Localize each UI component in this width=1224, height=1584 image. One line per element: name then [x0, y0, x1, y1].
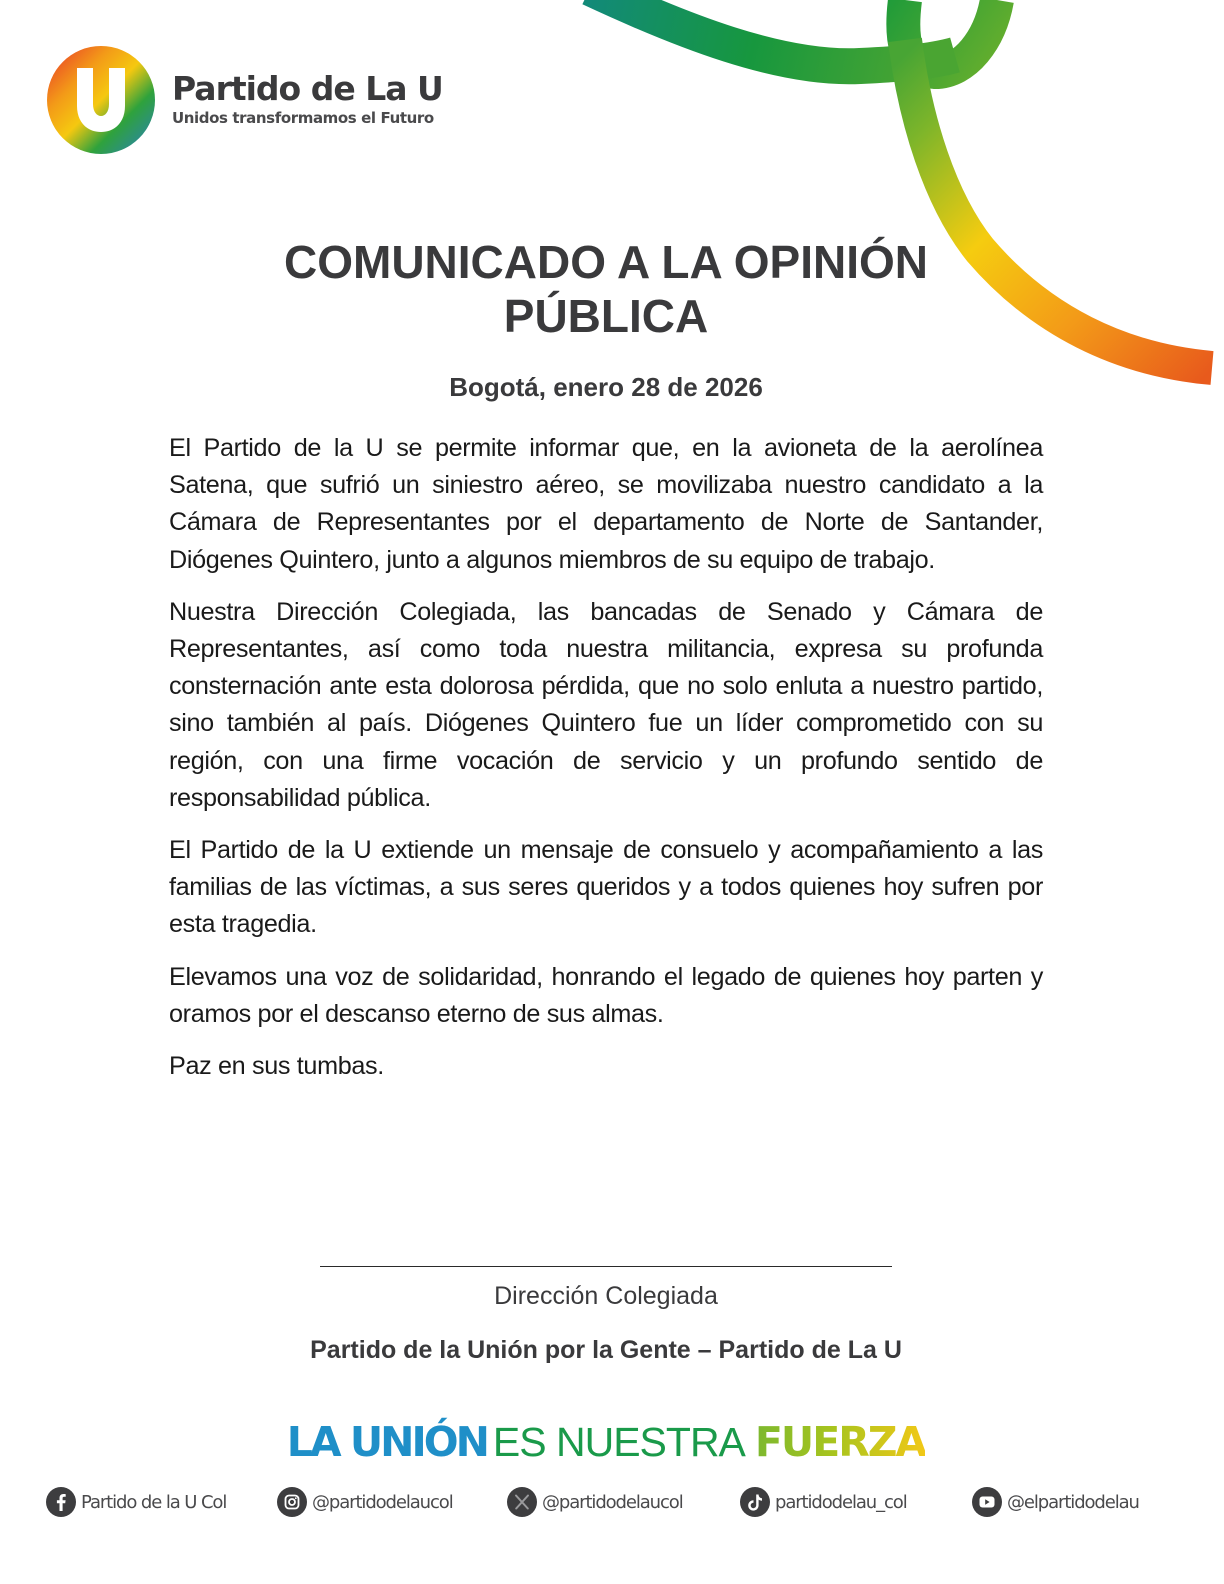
social-link-instagram[interactable] — [277, 1486, 453, 1518]
paragraph: Nuestra Dirección Colegiada, las bancadas de Senado y Cámara de Representantes, así como toda nuestra militancia, expresa su profunda consternación ante esta dolorosa pérdida, que no solo enluta a nuestro partido, sino también al país. Diógenes Quintero fue un líder comprometido con su región, con una firme vocación de servicio y un profundo sentido de responsabilidad pública. — [169, 597, 1043, 812]
party-logo — [47, 46, 443, 154]
document-date: Bogotá, enero 28 de 2026 — [449, 372, 763, 402]
paragraph: Elevamos una voz de solidaridad, honrando el legado de quienes hoy parten y oramos por el descanso eterno de sus almas. — [169, 962, 1043, 1028]
slogan — [0, 1418, 1212, 1466]
facebook-icon — [46, 1487, 76, 1517]
slogan-part-2: ES NUESTRA — [492, 1419, 745, 1465]
title-line-1: COMUNICADO A LA OPINIÓN — [284, 236, 928, 288]
x-icon — [507, 1487, 537, 1517]
social-link-facebook[interactable] — [46, 1486, 226, 1518]
signature-line — [320, 1266, 892, 1267]
tiktok-icon — [740, 1487, 770, 1517]
paragraph: Paz en sus tumbas. — [169, 1052, 384, 1081]
social-label-facebook: Partido de la U Col — [81, 1491, 227, 1513]
page-title — [0, 235, 1212, 343]
paragraph: El Partido de la U extiende un mensaje de consuelo y acompañamiento a las familias de las víctimas, a sus seres queridos y a todos quienes hoy sufren por esta tragedia. — [169, 836, 1043, 939]
slogan-part-1: LA UNIÓN — [286, 1418, 487, 1466]
party-name: Partido de La U — [172, 68, 443, 108]
social-link-x[interactable] — [507, 1486, 683, 1518]
social-label-youtube: @elpartidodelau — [1007, 1491, 1139, 1513]
social-links — [46, 1486, 1186, 1518]
party-tagline: Unidos transformamos el Futuro — [172, 108, 434, 127]
slogan-part-3: FUERZA — [754, 1418, 926, 1466]
signature-organization: Partido de la Unión por la Gente – Partido de La U — [310, 1336, 902, 1364]
signature-role: Dirección Colegiada — [494, 1282, 718, 1310]
document-body — [169, 430, 1043, 1100]
instagram-icon — [277, 1487, 307, 1517]
paragraph: El Partido de la U se permite informar que, en la avioneta de la aerolínea Satena, que sufrió un siniestro aéreo, se movilizaba nuestro candidato a la Cámara de Representantes por el departamento de Norte de Santander, Diógenes Quintero, junto a algunos miembros de su equipo de trabajo. — [169, 434, 1043, 574]
party-logo-u-icon — [47, 46, 155, 154]
social-link-tiktok[interactable] — [740, 1486, 907, 1518]
social-link-youtube[interactable] — [972, 1486, 1139, 1518]
social-label-x: @partidodelaucol — [542, 1491, 683, 1513]
social-label-tiktok: partidodelau_col — [775, 1491, 907, 1513]
title-line-2: PÚBLICA — [503, 290, 709, 342]
youtube-icon — [972, 1487, 1002, 1517]
social-label-instagram: @partidodelaucol — [312, 1491, 453, 1513]
